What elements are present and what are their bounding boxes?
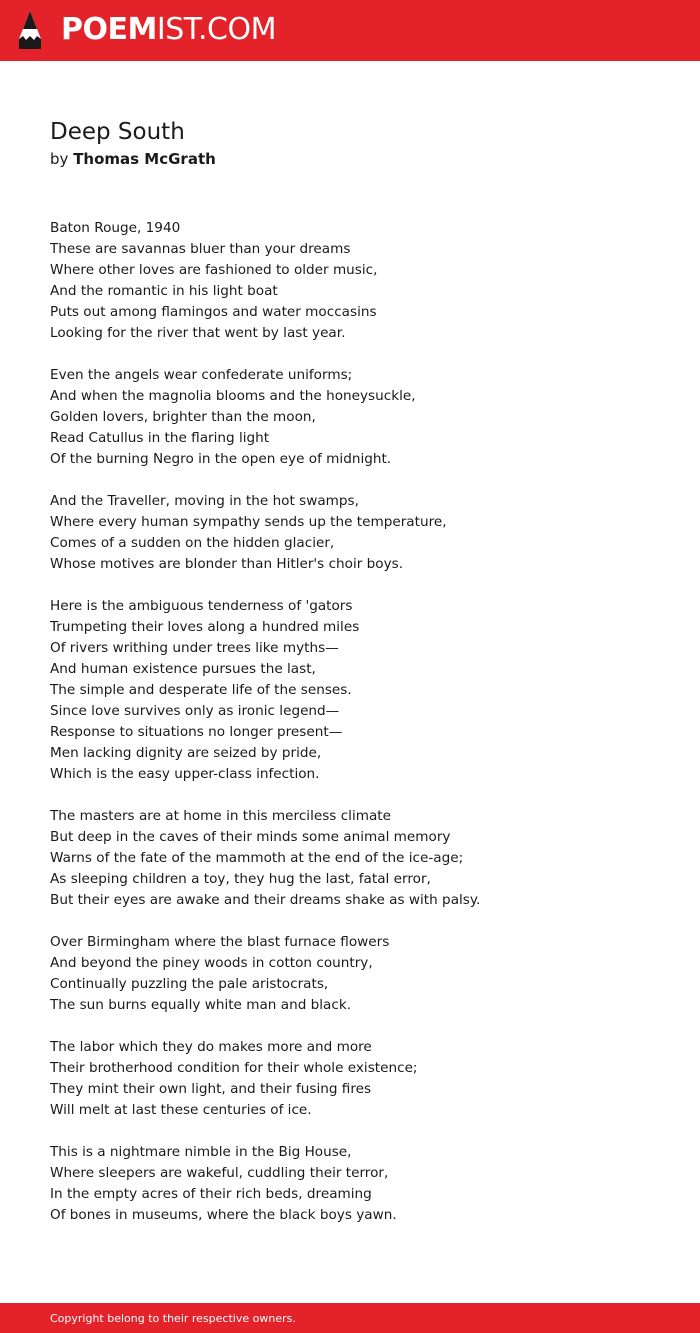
- poem-line: These are savannas bluer than your dreams: [50, 241, 351, 257]
- poem-line: The masters are at home in this merciless climate: [50, 808, 391, 824]
- poem-line: Continually puzzling the pale aristocrats,: [50, 976, 329, 992]
- poem-line: And human existence pursues the last,: [50, 661, 316, 677]
- poem-line: Men lacking dignity are seized by pride,: [50, 745, 322, 761]
- poem-line: They mint their own light, and their fusing fires: [50, 1081, 372, 1097]
- poem-line: Response to situations no longer present—: [50, 724, 343, 740]
- by-label: by: [50, 150, 69, 168]
- poem-line: But deep in the caves of their minds some animal memory: [50, 829, 451, 845]
- poem-line: Read Catullus in the flaring light: [50, 430, 270, 446]
- poem-title: Deep South: [50, 119, 185, 145]
- site-logo[interactable]: [61, 12, 276, 48]
- brand-name-light: IST.COM: [156, 12, 276, 47]
- poem-line: Where every human sympathy sends up the temperature,: [50, 514, 447, 530]
- poem-line: Their brotherhood condition for their whole existence;: [50, 1060, 418, 1076]
- poem-line: Here is the ambiguous tenderness of 'gators: [50, 598, 353, 614]
- stanza: [50, 806, 670, 911]
- poem-line: Golden lovers, brighter than the moon,: [50, 409, 316, 425]
- poem-line: Comes of a sudden on the hidden glacier,: [50, 535, 335, 551]
- stanza: [50, 932, 670, 1016]
- poem-line: Since love survives only as ironic legend—: [50, 703, 340, 719]
- poem-line: Of the burning Negro in the open eye of midnight.: [50, 451, 392, 467]
- poem-line: Of bones in museums, where the black boys yawn.: [50, 1207, 397, 1223]
- poem-line: Looking for the river that went by last year.: [50, 325, 346, 341]
- poem-line: In the empty acres of their rich beds, dreaming: [50, 1186, 372, 1202]
- site-footer: [0, 1303, 700, 1333]
- poem-line: Baton Rouge, 1940: [50, 220, 181, 236]
- poem-line: Where sleepers are wakeful, cuddling their terror,: [50, 1165, 389, 1181]
- stanza: [50, 365, 670, 470]
- poem-line: And beyond the piney woods in cotton country,: [50, 955, 373, 971]
- author-name: Thomas McGrath: [73, 150, 216, 168]
- brand-name-bold: POEM: [61, 12, 157, 47]
- poem-line: Will melt at last these centuries of ice.: [50, 1102, 312, 1118]
- poem-line: The sun burns equally white man and black.: [50, 997, 352, 1013]
- pen-nib-icon: [17, 9, 43, 51]
- poem-line: As sleeping children a toy, they hug the last, fatal error,: [50, 871, 431, 887]
- site-header: [0, 0, 700, 61]
- poem-line: Of rivers writhing under trees like myths—: [50, 640, 339, 656]
- poem-line: Where other loves are fashioned to older music,: [50, 262, 378, 278]
- copyright-text: Copyright belong to their respective owners.: [50, 1312, 296, 1325]
- poem-line: Trumpeting their loves along a hundred miles: [50, 619, 360, 635]
- stanza: [50, 1037, 670, 1121]
- poem-line: Puts out among flamingos and water moccasins: [50, 304, 377, 320]
- poem-line: And the Traveller, moving in the hot swamps,: [50, 493, 359, 509]
- poem-line: Which is the easy upper-class infection.: [50, 766, 320, 782]
- poem-line: Even the angels wear confederate uniforms;: [50, 367, 353, 383]
- poem-line: And the romantic in his light boat: [50, 283, 278, 299]
- poem-line: The simple and desperate life of the senses.: [50, 682, 352, 698]
- poem-line: The labor which they do makes more and more: [50, 1039, 372, 1055]
- byline: [50, 148, 216, 170]
- poem-line: This is a nightmare nimble in the Big House,: [50, 1144, 352, 1160]
- poem-line: Whose motives are blonder than Hitler's choir boys.: [50, 556, 404, 572]
- poem-line: And when the magnolia blooms and the honeysuckle,: [50, 388, 416, 404]
- stanza: [50, 1142, 670, 1226]
- poem-line: But their eyes are awake and their dreams shake as with palsy.: [50, 892, 481, 908]
- poem-body: [50, 218, 670, 1247]
- poem-line: Warns of the fate of the mammoth at the end of the ice-age;: [50, 850, 464, 866]
- stanza: [50, 218, 670, 344]
- stanza: [50, 596, 670, 785]
- stanza: [50, 491, 670, 575]
- poem-line: Over Birmingham where the blast furnace flowers: [50, 934, 390, 950]
